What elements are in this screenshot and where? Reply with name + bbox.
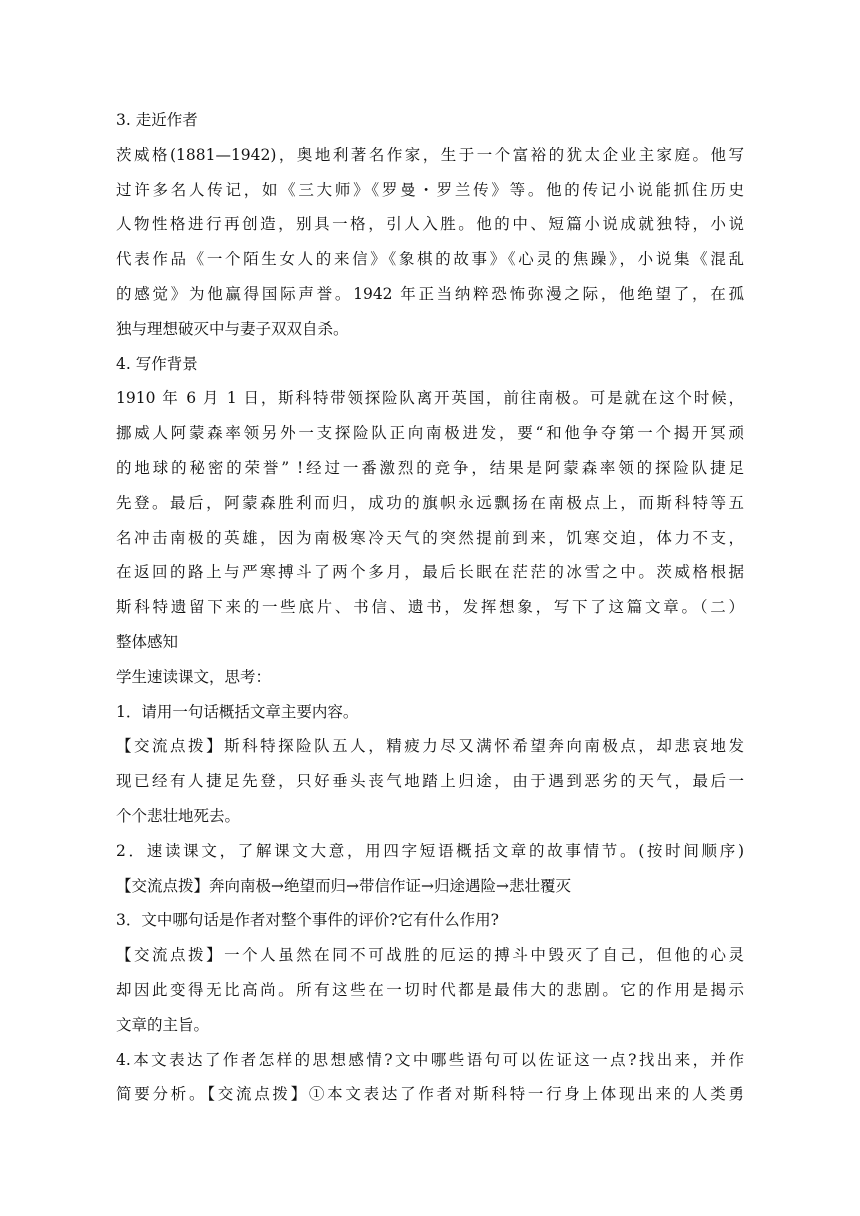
text-line: 的地球的秘密的荣誉” !经过一番激烈的竞争，结果是阿蒙森率领的探险队捷足 — [116, 458, 744, 477]
text-line: 名冲击南极的英雄，因为南极寒冷天气的突然提前到来，饥寒交迫，体力不支， — [116, 528, 744, 547]
text-line: 的感觉》为他赢得国际声誉。1942 年正当纳粹恐怖弥漫之际，他绝望了，在孤 — [116, 284, 744, 303]
text-line: 2．速读课文，了解课文大意，用四字短语概括文章的故事情节。(按时间顺序) — [116, 841, 744, 860]
text-line: 却因此变得无比高尚。所有这些在一切时代都是最伟大的悲剧。它的作用是揭示 — [116, 980, 744, 999]
text-line: 整体感知 — [116, 632, 179, 651]
text-line: 先登。最后，阿蒙森胜利而归，成功的旗帜永远飘扬在南极点上，而斯科特等五 — [116, 493, 744, 512]
text-line: 代表作品《一个陌生女人的来信》《象棋的故事》《心灵的焦躁》，小说集《混乱 — [116, 250, 744, 269]
text-line: 学生速读课文，思考： — [116, 667, 272, 686]
text-line: 过许多名人传记，如《三大师》《罗曼・罗兰传》等。他的传记小说能抓住历史 — [116, 180, 744, 199]
text-line: 文章的主旨。 — [116, 1015, 210, 1034]
text-line: 1910 年 6 月 1 日，斯科特带领探险队离开英国，前往南极。可是就在这个时候， — [116, 389, 744, 408]
text-line: 4.本文表达了作者怎样的思想感情?文中哪些语句可以佐证这一点?找出来，并作 — [116, 1050, 744, 1069]
text-line: 【交流点拨】奔向南极→绝望而归→带信作证→归途遇险→悲壮覆灭 — [116, 876, 571, 895]
text-line: 人物性格进行再创造，别具一格，引人入胜。他的中、短篇小说成就独特，小说 — [116, 215, 744, 234]
text-line: 简要分析。【交流点拨】①本文表达了作者对斯科特一行身上体现出来的人类勇 — [116, 1085, 744, 1104]
text-line: 个个悲壮地死去。 — [116, 806, 241, 825]
text-line: 独与理想破灭中与妻子双双自杀。 — [116, 319, 349, 338]
text-line: 在返回的路上与严寒搏斗了两个多月，最后长眠在茫茫的冰雪之中。茨威格根据 — [116, 563, 744, 582]
text-line: 3．文中哪句话是作者对整个事件的评价?它有什么作用? — [116, 911, 499, 930]
text-line: 【交流点拨】一个人虽然在同不可战胜的厄运的搏斗中毁灭了自己，但他的心灵 — [116, 946, 744, 965]
text-line: 现已经有人捷足先登，只好垂头丧气地踏上归途，由于遇到恶劣的天气，最后一 — [116, 772, 744, 791]
document-page — [116, 103, 744, 1112]
text-line: 1．请用一句话概括文章主要内容。 — [116, 702, 359, 721]
text-line: 4. 写作背景 — [116, 354, 198, 373]
text-line: 【交流点拨】斯科特探险队五人，精疲力尽又满怀希望奔向南极点，却悲哀地发 — [116, 737, 744, 756]
text-line: 3. 走近作者 — [116, 111, 198, 129]
text-line: 茨威格(1881—1942)，奥地利著名作家，生于一个富裕的犹太企业主家庭。他写 — [116, 145, 744, 164]
text-line: 挪威人阿蒙森率领另外一支探险队正向南极进发，要“和他争夺第一个揭开冥顽 — [116, 424, 744, 443]
text-line: 斯科特遗留下来的一些底片、书信、遗书，发挥想象，写下了这篇文章。（二） — [116, 598, 744, 617]
